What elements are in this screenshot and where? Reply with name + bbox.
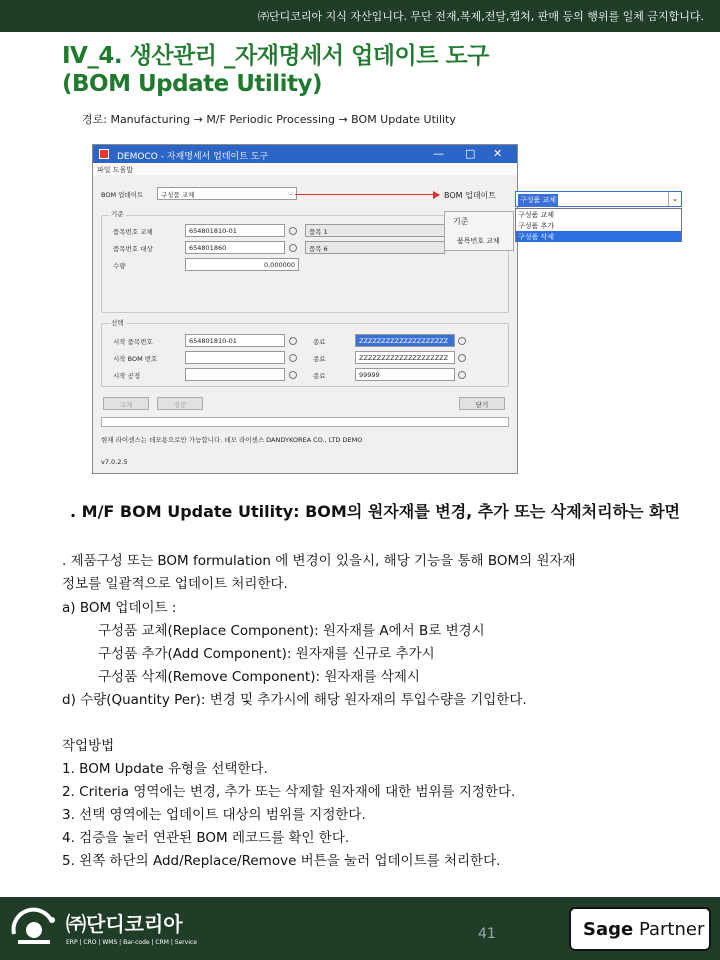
- bom-update-item: 구성품 삭제(Remove Component): 원자재를 삭제시: [98, 669, 420, 685]
- version-text: v7.0.2.5: [101, 458, 128, 466]
- end-op-input[interactable]: 99999: [355, 368, 455, 381]
- partner-word: Partner: [638, 919, 705, 940]
- description-line-1: . 제품구성 또는 BOM formulation 에 변경이 있을시, 해당 기능을 통해 BOM의 원자재: [62, 553, 576, 569]
- search-icon[interactable]: [458, 371, 466, 379]
- item-target-label: 품목번호 대상: [113, 245, 153, 253]
- start-item-input[interactable]: 654801810-01: [185, 334, 285, 347]
- window-title: DEMOCO - 자재명세서 업데이트 도구: [117, 152, 269, 162]
- zoom-criteria-label: 기준: [453, 217, 469, 226]
- zoom-item-replace-label: 품목번호 교체: [457, 237, 500, 245]
- end-bom-label: 종료: [313, 355, 326, 363]
- qty-input[interactable]: 0.000000: [185, 258, 299, 271]
- app-icon: [99, 149, 109, 159]
- search-icon[interactable]: [458, 337, 466, 345]
- window-titlebar: [93, 145, 517, 163]
- title-line-1: IV_4. 생산관리 _자재명세서 업데이트 도구: [62, 43, 489, 69]
- item-replace-input[interactable]: 654801810-01: [185, 224, 285, 237]
- end-item-input[interactable]: ZZZZZZZZZZZZZZZZZZZZ: [355, 334, 455, 347]
- bom-update-item: 구성품 교체(Replace Component): 원자재를 A에서 B로 변경시: [98, 623, 485, 639]
- description-line-2: 정보를 일괄적으로 업데이트 처리한다.: [62, 576, 288, 592]
- quantity-line: d) 수량(Quantity Per): 변경 및 추가시에 해당 원자재의 투입수량을 기입한다.: [62, 692, 527, 708]
- method-step: 4. 검증을 눌러 연관된 BOM 레코드를 확인 한다.: [62, 830, 350, 846]
- company-name: ㈜단디코리아: [66, 912, 183, 936]
- item-target-input[interactable]: 654801860: [185, 241, 285, 254]
- bom-update-value: 구성품 교체: [161, 191, 195, 199]
- section-heading: . M/F BOM Update Utility: BOM의 원자재를 변경, 추가 또는 삭제처리하는 화면: [70, 502, 680, 521]
- sage-partner-logo: [569, 907, 711, 951]
- item-replace-label: 품목번호 교체: [113, 228, 153, 236]
- criteria-group-label: 기준: [111, 210, 124, 218]
- bom-update-title: a) BOM 업데이트 :: [62, 600, 177, 616]
- dropdown-option[interactable]: 구성품 추가: [518, 222, 555, 230]
- search-icon[interactable]: [289, 244, 297, 252]
- item-target-name: 품목 6: [305, 241, 445, 254]
- start-bom-input[interactable]: [185, 351, 285, 364]
- method-step: 3. 선택 영역에는 업데이트 대상의 범위를 지정한다.: [62, 807, 366, 823]
- sage-brand: Sage: [583, 919, 634, 940]
- page-title: [62, 42, 489, 98]
- zoom-bom-update-label: BOM 업데이트: [444, 191, 497, 200]
- end-bom-input[interactable]: ZZZZZZZZZZZZZZZZZZZZ: [355, 351, 455, 364]
- callout-arrow: [295, 194, 435, 195]
- search-icon[interactable]: [289, 354, 297, 362]
- method-title: 작업방법: [62, 738, 115, 754]
- start-op-label: 시작 공정: [113, 372, 141, 380]
- end-op-label: 종료: [313, 372, 326, 380]
- page-number: 41: [478, 926, 496, 942]
- progress-bar: [101, 417, 509, 427]
- start-op-input[interactable]: [185, 368, 285, 381]
- company-logo-icon: [8, 904, 60, 950]
- callout-arrowhead: [433, 191, 440, 199]
- zoom-dropdown-value: 구성품 교체: [520, 196, 557, 204]
- method-step: 1. BOM Update 유형을 선택한다.: [62, 761, 268, 777]
- bom-update-item: 구성품 추가(Add Component): 원자재를 신규로 추가시: [98, 646, 435, 662]
- chevron-down-icon[interactable]: ⌄: [668, 192, 681, 206]
- method-step: 2. Criteria 영역에는 변경, 추가 또는 삭제할 원자재에 대한 범위를 지정한다.: [62, 784, 516, 800]
- method-step: 5. 왼쪽 하단의 Add/Replace/Remove 버튼을 눌러 업데이트를 처리한다.: [62, 853, 501, 869]
- start-item-label: 시작 품목번호: [113, 338, 153, 346]
- search-icon[interactable]: [289, 227, 297, 235]
- title-line-2: (BOM Update Utility): [62, 71, 323, 97]
- license-text: 현재 라이센스는 데모용으로만 가능합니다. 데모 라이센스 DANDYKOREA CO., LTD DEMO: [101, 436, 363, 444]
- search-icon[interactable]: [289, 337, 297, 345]
- chevron-down-icon: ⌵: [288, 189, 293, 197]
- item-replace-name: 품목 1: [305, 224, 445, 237]
- qty-label: 수량: [113, 262, 126, 270]
- company-services: ERP | CRO | WMS | Bar-code | CRM | Service: [66, 939, 197, 946]
- search-icon[interactable]: [458, 354, 466, 362]
- dropdown-option[interactable]: 구성품 교체: [518, 211, 555, 219]
- search-icon[interactable]: [289, 371, 297, 379]
- copyright-notice: ㈜단디코리아 지식 자산입니다. 무단 전재,복제,전달,캡쳐, 판매 등의 행위를 일체 금지합니다.: [0, 0, 720, 32]
- close-button[interactable]: 닫기: [459, 397, 505, 410]
- close-window-button[interactable]: ✕: [493, 147, 503, 160]
- zoom-dropdown-list: [515, 208, 682, 242]
- zoom-criteria-box: [444, 211, 514, 251]
- start-bom-label: 시작 BOM 번호: [113, 355, 158, 363]
- verify-button[interactable]: 검증: [157, 397, 203, 410]
- zoom-bom-update-dropdown[interactable]: [515, 191, 682, 207]
- select-group-label: 선택: [111, 319, 124, 327]
- bom-update-label: BOM 업데이트: [101, 191, 144, 199]
- maximize-button[interactable]: □: [465, 147, 476, 160]
- bom-update-select[interactable]: [157, 187, 297, 200]
- minimize-button[interactable]: —: [433, 147, 444, 160]
- menu-bar[interactable]: 파일 도움말: [93, 163, 517, 175]
- dropdown-option[interactable]: 구성품 삭제: [516, 231, 681, 242]
- replace-button[interactable]: 교체: [103, 397, 149, 410]
- menu-path: 경로: Manufacturing → M/F Periodic Processing → BOM Update Utility: [82, 113, 456, 126]
- end-item-label: 종료: [313, 338, 326, 346]
